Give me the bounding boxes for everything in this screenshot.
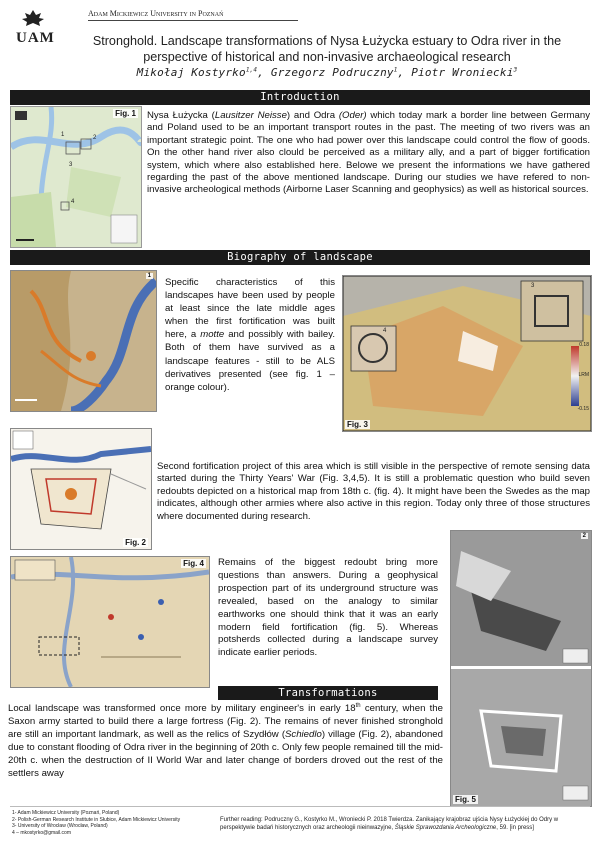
footer-rule — [10, 806, 590, 807]
fig5-top-number: 2 — [582, 533, 586, 539]
fig5-label: Fig. 5 — [455, 795, 476, 804]
transformations-text: Local landscape was transformed once more by military engineer's in early 18th century, when the Saxon army started to build there a large fortress (Fig. 2). The remains of never finished stronghold are still an important landmark, as well as the relics of Szydłów (Schiedlo) village (Fig. 2), abandoned due to constant flooding of Odra river in the beginning of 20th c. Only few people remained till the mid-20th c. when the destruction of II World War and later change of borders droved out the rest of the settlers away — [8, 702, 443, 780]
poster-title — [62, 34, 592, 65]
fig2-label: Fig. 2 — [125, 538, 146, 547]
figure-5-magnetometry — [450, 530, 592, 807]
header-rule — [88, 20, 298, 21]
map-number-1: 1 — [61, 132, 65, 138]
title-line-2: perspective of historical and non-invasive archaeological research — [143, 49, 511, 64]
fig3-inset-3: 3 — [531, 283, 535, 289]
affiliation-3: 3- University of Wrocław (Wrocław, Poland) — [12, 823, 108, 829]
fig3-scale-min: -0.15 — [577, 406, 589, 412]
map-number-3: 3 — [69, 162, 73, 168]
biography-text-1: Specific characteristics of this landscapes have been used by people at least since the late middle ages when the first fortification was built here, a motte and possibly with bailey. Both of them have survived as a landscape features - still to be ALS derivatives presented (see fig. 1 – orange colour). — [165, 277, 335, 393]
map-number-badge: 1 — [147, 273, 151, 279]
affiliation-2: 2- Polish-German Research Institute in Słubice, Adam Mickiewicz University — [12, 816, 181, 823]
section-header-transformations: Transformations — [218, 686, 438, 700]
title-line-1: Stronghold. Landscape transformations of Nysa Łużycka estuary to Odra river in the — [92, 34, 562, 48]
map-number-4: 4 — [71, 199, 75, 205]
intro-text: Nysa Łużycka (Lausitzer Neisse) and Odra (Oder) which today mark a border line between Germany and Poland used to be an important transport routes in the past. The meeting of two rivers was an important strategic point. The one who had power over this landscape could control the flow of goods. On the other hand river also clould be perceived as a military ally, and a part of bigger fortification system, which where also established here. Belowe we present the informations we have gathered regarding the past of the above mentioned landscape. During our studies we have refered to non-invasive archeological methods (Airborne Laser Scanning and geophysics) as well as historical sources. — [147, 110, 591, 196]
biography-text-2: Second fortification project of this area which is still visible in the perspective of remote sensing data started during the Thirty Years' War (Fig. 3,4,5). It is still a problematic question who build seven redoubts depicted on a historical map from 18th c. (fig. 4). It might have been the Swedes as the map indicates, although other armies where also active in this region. Today only three of those structures where documented during research. — [157, 461, 590, 522]
figure-motte-map — [10, 270, 157, 412]
map-number-2: 2 — [93, 135, 97, 141]
section-header-introduction: Introduction — [10, 90, 590, 105]
section-header-biography: Biography of landscape — [10, 250, 590, 265]
fig3-scale-label: LRM — [578, 372, 589, 378]
university-name: Adam Mickiewicz University in Poznań — [88, 9, 224, 18]
figure-1-map — [10, 106, 142, 248]
figure-3-geophysics — [342, 275, 592, 432]
further-reading: Further reading: Podruczny G., Kostyrko M., Wroniecki P. 2018 Twierdza. Zanikający krajobraz ujścia Nysy Łużyckiej do Odry w perspektywie badań historycznych oraz archeologii nieinwazyjne, Śląskie Sprawozdania Archeologiczne, 59. [in press] — [220, 817, 559, 831]
fig4-label: Fig. 4 — [183, 559, 204, 568]
affiliation-1: 1- Adam Mickiewicz University (Poznań, Poland) — [12, 810, 120, 816]
fig3-inset-4: 4 — [383, 328, 387, 334]
author-2: Grzegorz Podruczny — [270, 66, 394, 79]
fig3-label: Fig. 3 — [347, 420, 368, 429]
logo-text: UAM — [16, 30, 55, 46]
biography-text-3: Remains of the biggest redoubt bring more questions than answers. During a geophysical prospection part of its underground structure was revealed, based on the analogy to similar earthworks one should think that it was an early modern field fortification (fig. 5). Whereas potsherds collected during a landscape survey indicate earlier periods. — [218, 557, 438, 659]
figure-4-historical-map — [10, 556, 210, 688]
author-1: Mikołaj Kostyrko — [136, 66, 246, 79]
affiliations — [12, 810, 212, 836]
affiliation-4: 4 – mkostyrko@gmail.com — [12, 829, 71, 836]
fig3-scale-max: 0.18 — [579, 342, 589, 348]
authors: Mikołaj Kostyrko$^{1,4}$, Grzegorz Podruczny$^1$, Piotr Wroniecki$^3$ — [136, 66, 518, 79]
author-3: Piotr Wroniecki — [411, 66, 514, 79]
figure-2-fortress-plan — [10, 428, 152, 550]
fig1-label: Fig. 1 — [115, 109, 136, 118]
